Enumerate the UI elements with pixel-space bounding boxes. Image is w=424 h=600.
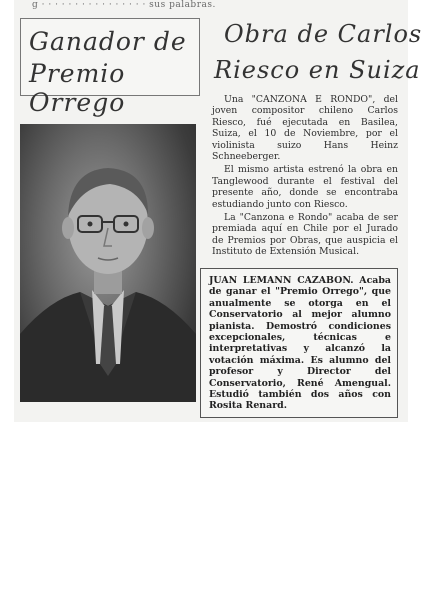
article-paragraph: La "Canzona e Rondo" acaba de ser premiada aquí en Chile por el Jurado de Premios por Obras, que auspicia el Instituto de Extensión Musical.: [212, 212, 398, 258]
winner-headline-box: [20, 18, 200, 117]
portrait-photo: [20, 124, 196, 402]
article-headline-line1: Obra de Carlos: [224, 20, 423, 48]
article-headline-line2: Riesco en Suiza: [214, 56, 421, 84]
portrait-illustration: [20, 124, 196, 402]
article-paragraph: Una "CANZONA E RONDO", del joven compositor chileno Carlos Riesco, fué ejecutada en Basilea, Suiza, el 10 de Noviembre, por el violinista suizo Hans Heinz Schneeberger.: [212, 94, 398, 163]
cut-off-text-strip: g · · · · · · · · · · · · · · · · sus palabras.: [32, 0, 216, 10]
winner-headline-line2: Premio Orrego: [29, 59, 126, 117]
article-paragraph: El mismo artista estrenó la obra en Tanglewood durante el festival del presente año, donde se encontraba estudiando junto con Riesco.: [212, 164, 398, 210]
winner-headline-line1: Ganador de: [29, 27, 187, 56]
photo-caption: JUAN LEMANN CAZABON. Acaba de ganar el "Premio Orrego", que anualmente se otorga en el Conservatorio al mejor alumno pianista. Demostró condiciones excepcionales, técnicas e interpretativas y alcanzó la votación máxima. Es alumno del profesor y Director del Conservatorio, René Amengual. Estudió también dos años con Rosita Renard.: [200, 268, 398, 418]
article-body: [212, 94, 398, 260]
